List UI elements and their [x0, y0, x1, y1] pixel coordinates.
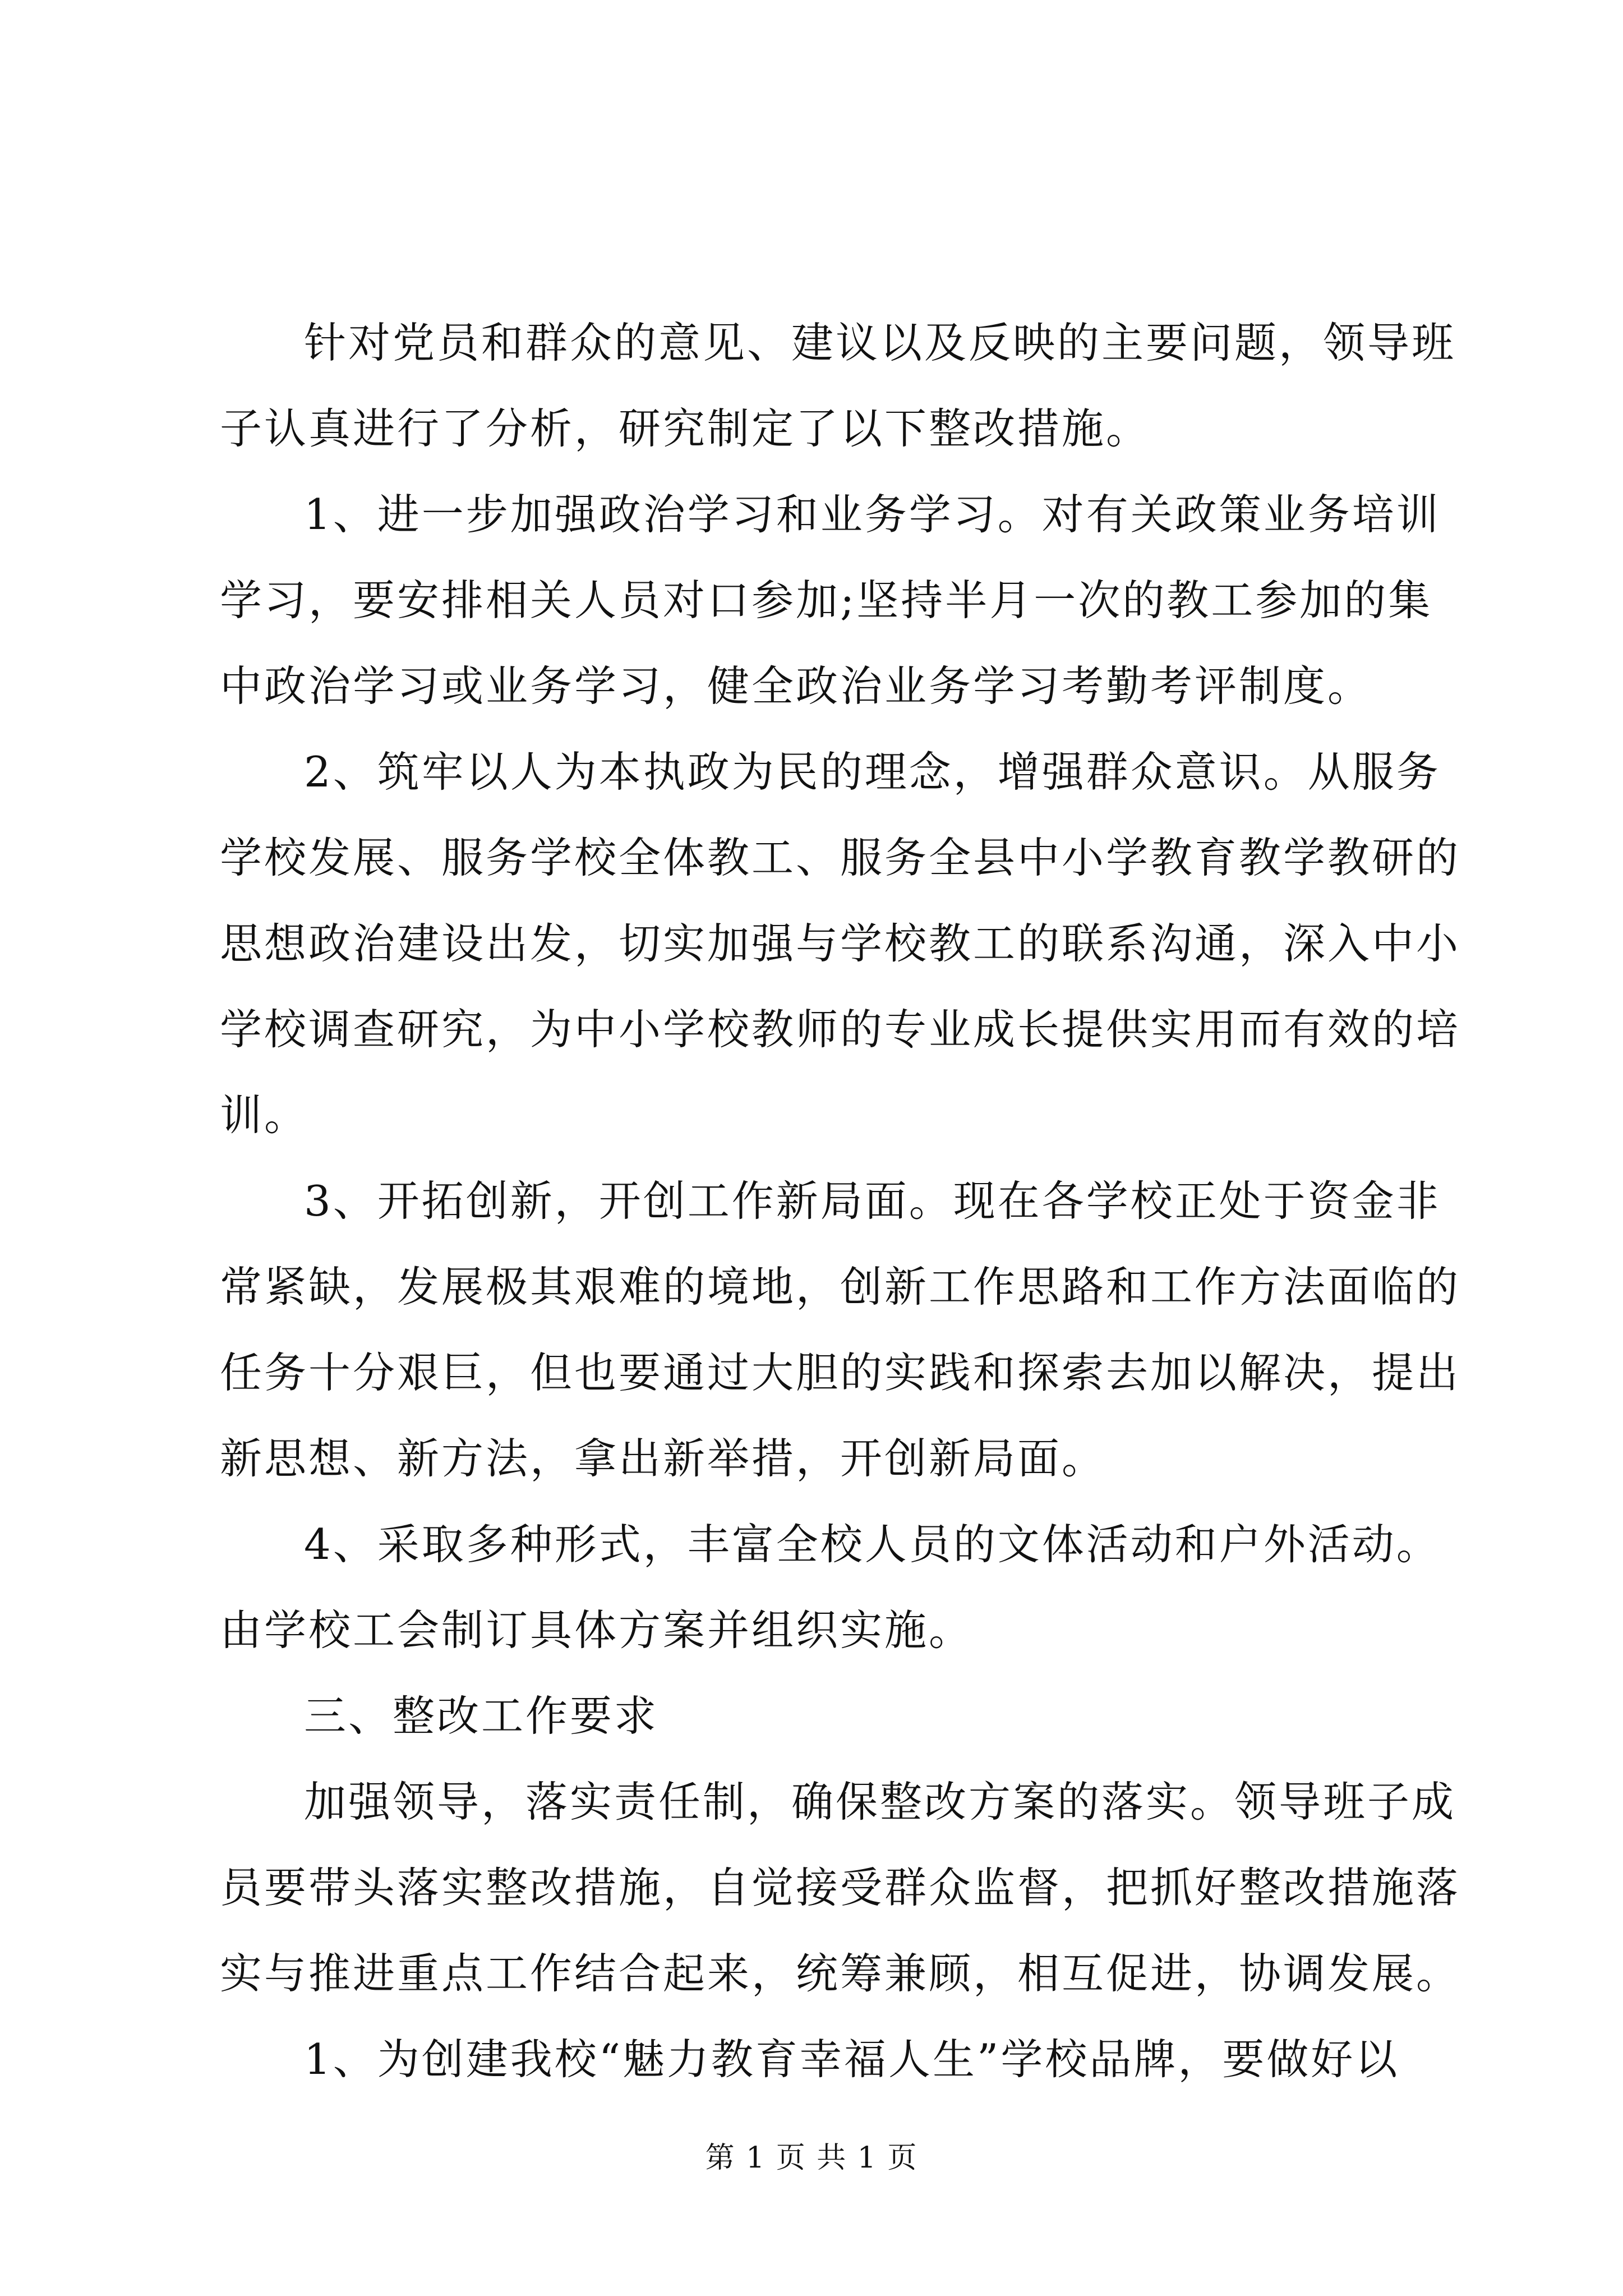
- text-line: 学习，要安排相关人员对口参加;坚持半月一次的教工参加的集: [220, 576, 1433, 625]
- text-line: 训。: [220, 1091, 309, 1140]
- text-line: 3、开拓创新，开创工作新局面。现在各学校正处于资金非: [304, 1176, 1441, 1226]
- document-body: [220, 300, 1461, 2102]
- text-line: 子认真进行了分析，研究制定了以下整改措施。: [220, 404, 1151, 453]
- text-line: 学校调查研究，为中小学校教师的专业成长提供实用而有效的培: [220, 1005, 1461, 1054]
- text-line: 三、整改工作要求: [304, 1691, 659, 1741]
- text-line: 1、为创建我校“魅力教育幸福人生”学校品牌，要做好以: [304, 2035, 1400, 2084]
- text-line: 4、采取多种形式，丰富全校人员的文体活动和户外活动。: [304, 1520, 1441, 1569]
- text-line: 由学校工会制订具体方案并组织实施。: [220, 1605, 974, 1655]
- text-line: 2、筑牢以人为本执政为民的理念，增强群众意识。从服务: [304, 747, 1441, 797]
- text-line: 思想政治建设出发，切实加强与学校教工的联系沟通，深入中小: [220, 919, 1461, 968]
- text-line: 任务十分艰巨，但也要通过大胆的实践和探索去加以解决，提出: [220, 1348, 1461, 1397]
- page-footer: 第 1 页 共 1 页: [705, 2141, 918, 2175]
- text-line: 常紧缺，发展极其艰难的境地，创新工作思路和工作方法面临的: [220, 1262, 1461, 1312]
- text-line: 加强领导，落实责任制，确保整改方案的落实。领导班子成: [304, 1777, 1456, 1826]
- text-line: 1、进一步加强政治学习和业务学习。对有关政策业务培训: [304, 490, 1441, 539]
- text-line: 员要带头落实整改措施，自觉接受群众监督，把抓好整改措施落: [220, 1863, 1461, 1912]
- text-line: 中政治学习或业务学习，健全政治业务学习考勤考评制度。: [220, 661, 1372, 711]
- text-line: 实与推进重点工作结合起来，统筹兼顾，相互促进，协调发展。: [220, 1949, 1461, 1998]
- text-line: 新思想、新方法，拿出新举措，开创新局面。: [220, 1434, 1106, 1483]
- text-line: 学校发展、服务学校全体教工、服务全县中小学教育教学教研的: [220, 833, 1461, 882]
- text-line: 针对党员和群众的意见、建议以及反映的主要问题，领导班: [304, 318, 1456, 367]
